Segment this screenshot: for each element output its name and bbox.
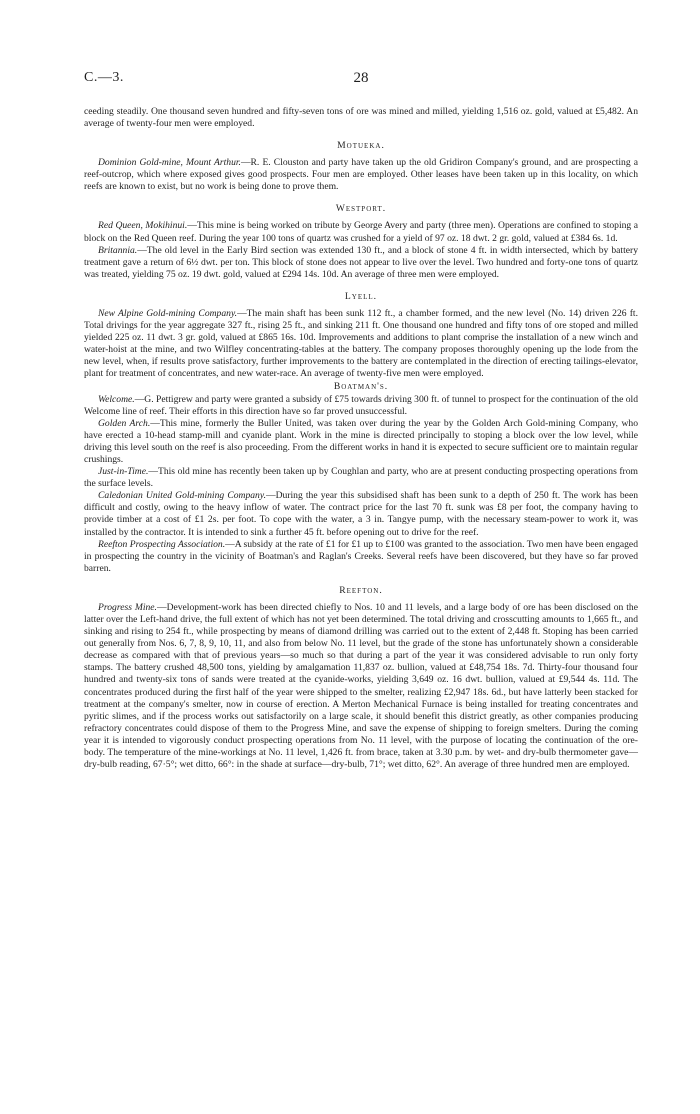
paragraph-text: —R. E. Clouston and party have taken up the old Gridiron Company's ground, and are prospecting a reef-outcrop, which where exposed gives good prospects. Four men are employed. Other leases have been taken up in this locality, on which reefs are known to exist, but no work is being done to prove them. bbox=[84, 157, 638, 193]
section-heading-lyell: Lyell. bbox=[344, 290, 378, 302]
document-page bbox=[84, 70, 638, 771]
paragraph-progress-mine bbox=[84, 602, 638, 771]
continued-paragraph: ceeding steadily. One thousand seven hundred and fifty-seven tons of ore was mined and milled, yielding 1,516 oz. gold, valued at £5,482. An average of twenty-four men were employed. bbox=[84, 106, 638, 130]
paragraph-text: —This mine, formerly the Buller United, was taken over during the year by the Golden Arch Gold-mining Company, who have erected a 10-head stamp-mill and cyanide plant. Work in the mine is directed principally to stoping a block over the low level, while driving this level south on the reef is also proceeding. From the different works in hand it is expected to secure sufficient ore to maintain regular crushings. bbox=[84, 417, 638, 465]
paragraph-title: New Alpine Gold-mining Company. bbox=[98, 307, 238, 319]
paragraph-caledonian bbox=[84, 490, 638, 538]
paragraph-red-queen bbox=[84, 220, 638, 244]
paragraph-title: Red Queen, Mokihinui. bbox=[98, 220, 188, 232]
paragraph-title: Just-in-Time. bbox=[98, 466, 149, 478]
paragraph-title: Reefton Prospecting Association. bbox=[98, 538, 226, 550]
paragraph-text: —This old mine has recently been taken up by Coughlan and party, who are at present conducting prospecting operations from the surface levels. bbox=[84, 466, 638, 490]
paragraph-text: —The old level in the Early Bird section was extended 130 ft., and a block of stone 4 ft. in width intersected, which by battery treatment gave a return of 6½ dwt. per ton. This block of stone does not appear to live over the level. Two hundred and forty-one tons of quartz was treated, yielding 75 oz. 19 dwt. gold, valued at £294 14s. 10d. An average of three men were employed. bbox=[84, 244, 638, 280]
section-heading-motueka: Motueka. bbox=[337, 140, 385, 152]
paragraph-dominion bbox=[84, 157, 638, 193]
paragraph-title: Caledonian United Gold-mining Company. bbox=[98, 490, 266, 502]
paragraph-text: —During the year this subsidised shaft has been sunk to a depth of 250 ft. The work has been difficult and costly, owing to the heavy inflow of water. The contract price for the last 70 ft. sunk was £8 per foot, the company having to provide timber at a cost of £1 2s. per foot. To cope with the water, a 3 in. Tangye pump, with the necessary steam-power to work it, was installed by the contractor. It is intended to sink a further 45 ft. before opening out to drive for the reef. bbox=[84, 490, 638, 538]
paragraph-reefton-prospecting bbox=[84, 539, 638, 575]
page-header bbox=[84, 70, 638, 92]
paragraph-just-in-time bbox=[84, 466, 638, 490]
paragraph-title: Progress Mine. bbox=[98, 601, 157, 613]
paragraph-britannia bbox=[84, 245, 638, 281]
paragraph-text: —A subsidy at the rate of £1 for £1 up to £100 was granted to the association. Two men have been engaged in prospecting the country in the vicinity of Boatman's and Raglan's Creeks. Several reefs have been discovered, but they have so far proved barren. bbox=[84, 538, 638, 574]
section-heading-boatmans: Boatman's. bbox=[333, 380, 389, 392]
document-reference: C.—3. bbox=[84, 70, 124, 85]
paragraph-title: Dominion Gold-mine, Mount Arthur. bbox=[98, 157, 241, 169]
paragraph-text: —Development-work has been directed chiefly to Nos. 10 and 11 levels, and a large body of ore has been disclosed on the latter over the Left-hand drive, the full extent of which has not yet been determined. The total driving and crosscutting amounts to 1,665 ft., and sinking and rising to 254 ft., while prospecting by means of diamond drilling was carried out to the extent of 2,448 ft. Stoping has been carried out generally from Nos. 6, 7, 8, 9, 10, 11, and also from below No. 11 level, but the grade of the stone has unfortunately shown a considerable decrease as compared with that of previous years—so much so that during a part of the year it was considered advisable to run only forty stamps. The battery crushed 48,500 tons, yielding by amalgamation 11,837 oz. bullion, valued at £48,754 18s. 7d. Thirty-four thousand four hundred and twenty-six tons of sands were treated at the cyanide-works, yielding 3,649 oz. 16 dwt. bullion, valued at £9,544 4s. 11d. The concentrates produced during the first half of the year were shipped to the smelter, realizing £2,947 18s. 6d., but have latterly been stacked for treatment at the company's smelter, now in course of erection. A Merton Mechanical Furnace is being installed for treating concentrates and pyritic slimes, and if the process works out satisfactorily on a large scale, it should benefit this district greatly, as other companies producing refractory concentrates could dispose of them to the Progress Mine, and save the expense of shipping to foreign smelters. During the coming year it is intended to vigorously conduct prospecting operations from No. 11 level, with the purpose of locating the continuation of the ore-body. The temperature of the mine-workings at No. 11 level, 1,426 ft. from brace, taken at 3.30 p.m. by wet- and dry-bulb thermometer gave—dry-bulb reading, 67·5°; wet ditto, 66°: in the shade at surface—dry-bulb, 71°; wet ditto, 62°. An average of three hundred men are employed. bbox=[84, 601, 638, 771]
section-heading-reefton: Reefton. bbox=[339, 584, 383, 596]
paragraph-title: Britannia. bbox=[98, 244, 138, 256]
paragraph-text: —G. Pettigrew and party were granted a subsidy of £75 towards driving 300 ft. of tunnel to prospect for the continuation of the old Welcome line of reef. Their efforts in this direction have so far proved unsuccessful. bbox=[84, 393, 638, 417]
paragraph-new-alpine bbox=[84, 308, 638, 381]
paragraph-title: Golden Arch. bbox=[98, 417, 151, 429]
paragraph-golden-arch bbox=[84, 418, 638, 466]
paragraph-welcome bbox=[84, 394, 638, 418]
paragraph-title: Welcome. bbox=[98, 393, 135, 405]
section-heading-westport: Westport. bbox=[335, 203, 387, 215]
page-number: 28 bbox=[353, 70, 369, 86]
paragraph-text: —The main shaft has been sunk 112 ft., a chamber formed, and the new level (No. 14) driven 226 ft. Total drivings for the year aggregate 327 ft., rising 25 ft., and sinking 211 ft. One thousand one hundred and fifty tons of ore stoped and milled yielded 225 oz. 11 dwt. 3 gr. gold, valued at £865 16s. 10d. Improvements and additions to plant comprise the installation of a new winch and water-hoist at the mine, and two Wilfley concentrating-tables at the battery. The company proposes thoroughly opening up the lode from the new level, when, if results prove satisfactory, further improvements to the battery are contemplated in the direction of erecting tailings-elevator, plant for treatment of concentrates, and new water-race. An average of twenty-five men were employed. bbox=[84, 307, 638, 380]
paragraph-text: —This mine is being worked on tribute by George Avery and party (three men). Operations are confined to stoping a block on the Red Queen reef. During the year 100 tons of quartz was crushed for a yield of 97 oz. 18 dwt. 2 gr. gold, valued at £384 6s. 1d. bbox=[84, 220, 639, 244]
